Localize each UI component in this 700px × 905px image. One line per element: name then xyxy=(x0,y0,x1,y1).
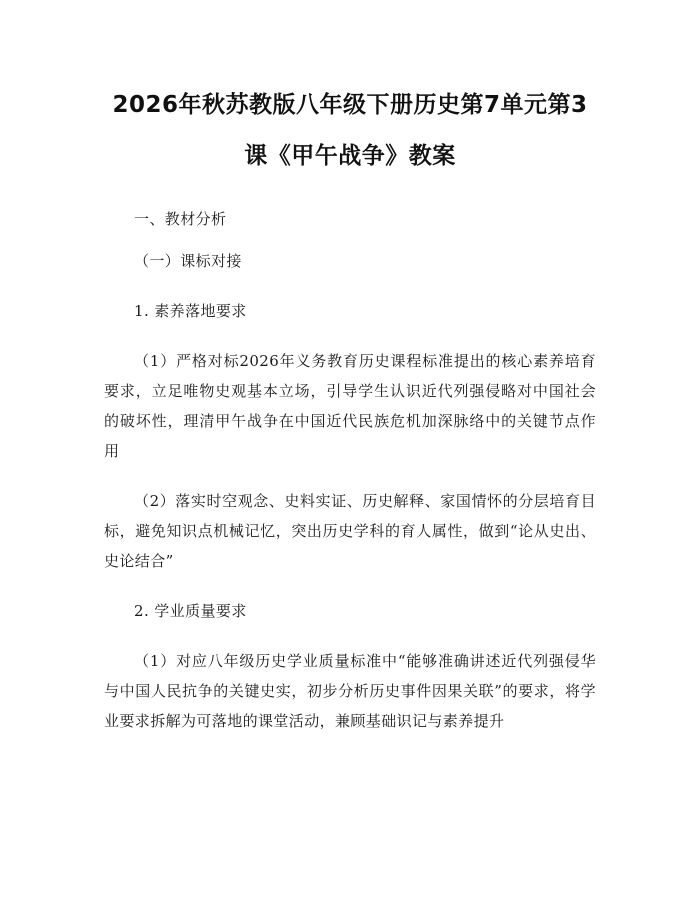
document-body xyxy=(104,204,596,736)
heading-level3: 2. 学业质量要求 xyxy=(134,602,247,620)
heading-level3: 1. 素养落地要求 xyxy=(134,302,247,320)
document-title: 2026年秋苏教版八年级下册历史第7单元第3课《甲午战争》教案 xyxy=(112,92,588,169)
heading-level1: 一、教材分析 xyxy=(134,210,227,228)
paragraph: （1）严格对标2026年义务教育历史课程标准提出的核心素养培育要求，立足唯物史观基本立场，引导学生认识近代列强侵略对中国社会的破坏性，理清甲午战争在中国近代民族危机加深脉络中的关键节点作用 xyxy=(104,352,596,460)
paragraph: （1）对应八年级历史学业质量标准中“能够准确讲述近代列强侵华与中国人民抗争的关键史实，初步分析历史事件因果关联”的要求，将学业要求拆解为可落地的课堂活动，兼顾基础识记与素养提升 xyxy=(104,652,596,730)
paragraph: （2）落实时空观念、史料实证、历史解释、家国情怀的分层培育目标，避免知识点机械记忆，突出历史学科的育人属性，做到“论从史出、史论结合” xyxy=(104,492,596,570)
heading-level2: （一）课标对接 xyxy=(134,252,242,270)
